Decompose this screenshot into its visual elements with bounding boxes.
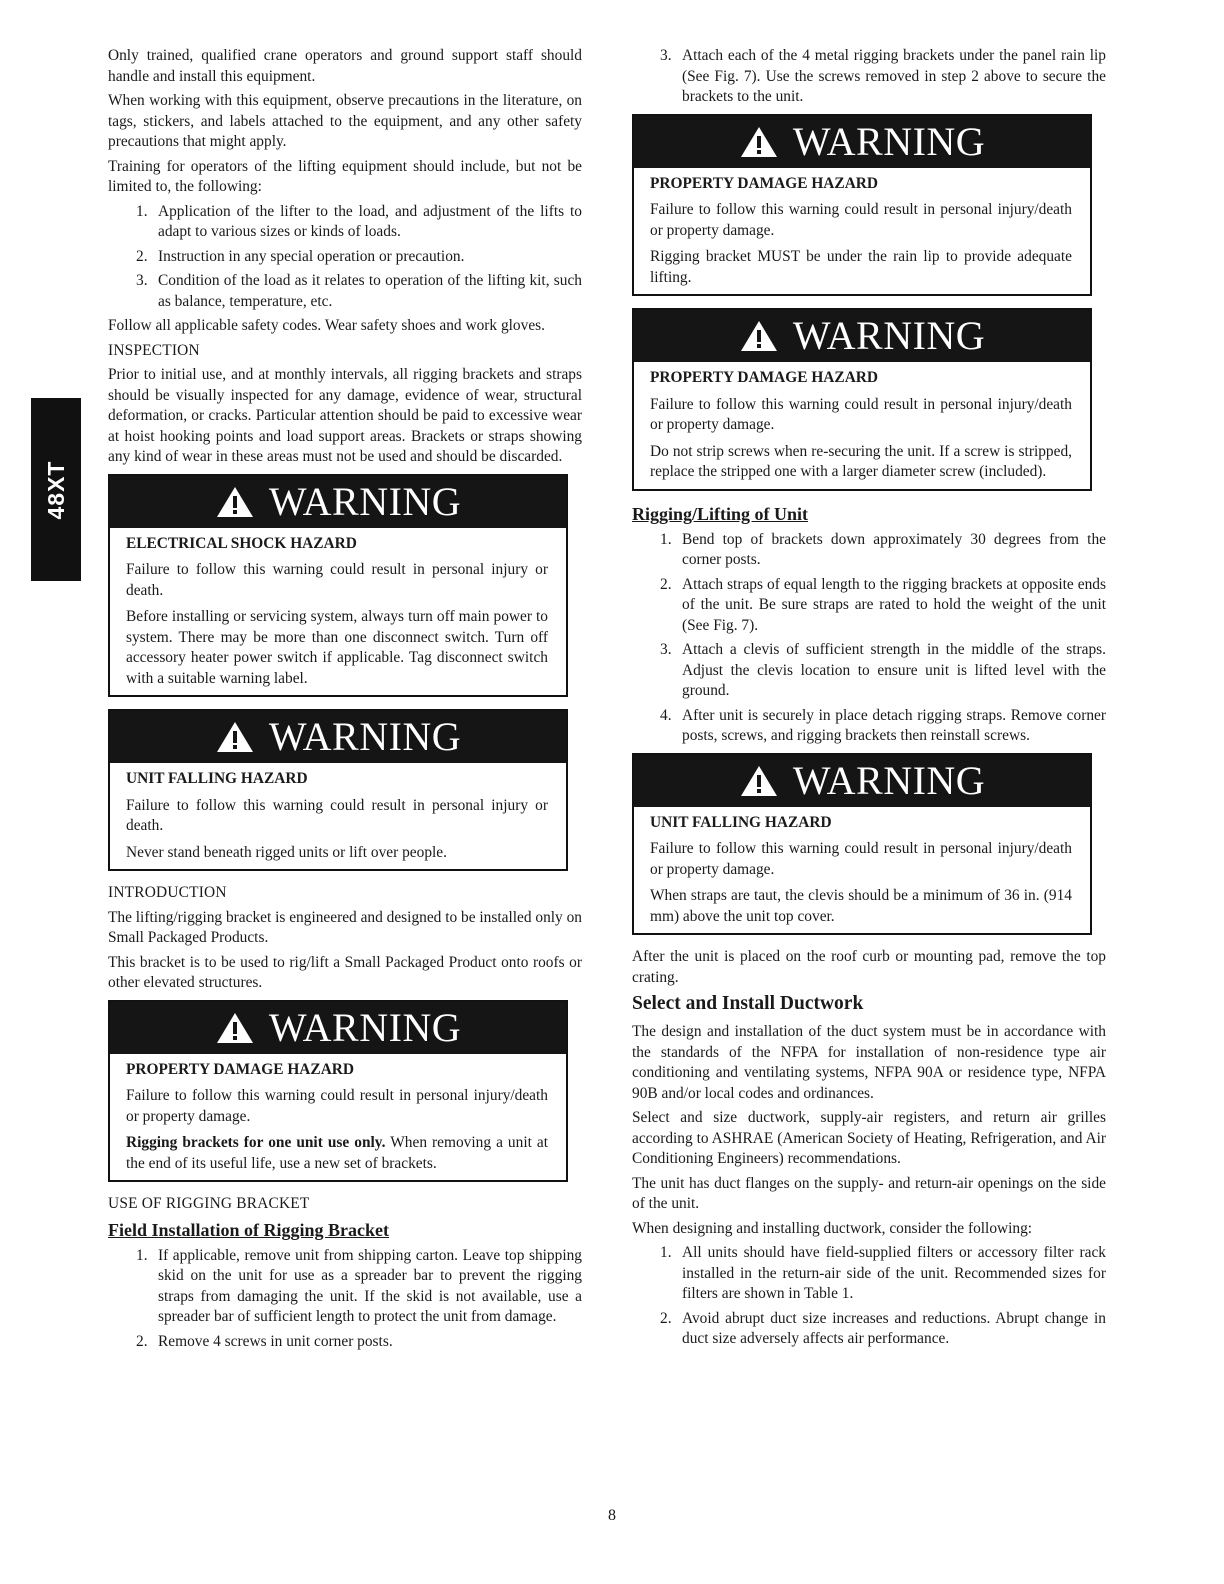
page-number: 8 [608,1507,616,1524]
warning-text: Failure to follow this warning could result in personal injury/death or property damage. [650,201,1072,239]
warning-word: WARNING [792,313,986,358]
hazard-title: PROPERTY DAMAGE HAZARD [650,174,879,192]
paragraph: The unit has duct flanges on the supply- and return-air openings on the side of the unit. [632,1174,1106,1212]
warning-text: Do not strip screws when re-securing the unit. If a screw is stripped, replace the stripped one with a larger diameter screw (included). [650,442,1072,480]
hazard-title: UNIT FALLING HAZARD [126,770,308,787]
warning-triangle-icon [739,125,779,159]
list-item [108,202,582,243]
list-text: Application of the lifter to the load, and adjustment of the lifts to adapt to various sizes or kinds of loads. [158,202,582,240]
warning-text: Never stand beneath rigged units or lift over people. [126,843,447,861]
warning-triangle-icon [739,764,779,798]
warning-word: WARNING [268,1004,462,1050]
list-item [108,247,582,268]
warning-box-falling [108,709,568,871]
warning-text: Failure to follow this warning could result in personal injury/death or property damage. [650,395,1072,433]
right-column [632,46,1106,1354]
list-text: Attach a clevis of sufficient strength in the middle of the straps. Adjust the clevis location to ensure unit is lifted level with the ground. [682,641,1106,699]
list-text: Attach each of the 4 metal rigging brackets under the panel rain lip (See Fig. 7). Use the screws removed in step 2 above to secure the brackets to the unit. [682,47,1106,105]
warning-triangle-icon [215,720,255,754]
paragraph: The design and installation of the duct system must be in accordance with the standards of the NFPA for installation of non-residence type air conditioning and ventilating systems, NFPA 90A or residence type, NFPA 90B and/or local codes and ordinances. [632,1023,1106,1102]
warning-text: Failure to follow this warning could result in personal injury or death. [126,561,548,599]
left-column [108,46,582,1356]
warning-box-property-rain-lip [632,114,1092,297]
list-item [632,1309,1106,1350]
warning-box-falling-clevis [632,753,1092,936]
list-number: 4. [660,706,672,724]
list-text: If applicable, remove unit from shipping carton. Leave top shipping skid on the unit for use as a spreader bar to prevent the rigging straps from damaging the unit. If the skid is not available, use a spreader bar of sufficient length to protect the unit from damage. [158,1246,582,1325]
warning-triangle-icon [739,319,779,353]
list-item [632,530,1106,571]
warning-banner [634,310,1090,362]
paragraph: Follow all applicable safety codes. Wear safety shoes and work gloves. [108,317,545,334]
hazard-title: PROPERTY DAMAGE HAZARD [126,1060,355,1078]
paragraph: When designing and installing ductwork, consider the following: [632,1219,1033,1237]
section-label-introduction: INTRODUCTION [108,884,227,901]
list-item [108,1332,582,1353]
list-item [108,1246,582,1328]
list-number: 2. [136,1332,148,1350]
section-label-use: USE OF RIGGING BRACKET [108,1195,310,1212]
list-text: All units should have field-supplied filters or accessory filter rack installed in the return-air side of the unit. Recommended sizes for filters are shown in Table 1. [682,1244,1106,1302]
warning-box-electrical [108,474,568,698]
list-number: 1. [136,202,148,220]
list-number: 1. [136,1246,148,1264]
warning-text [126,1133,548,1174]
field-installation-list [108,1246,582,1353]
warning-box-property [108,1000,568,1183]
paragraph: Training for operators of the lifting equipment should include, but not be limited to, the following: [108,157,582,195]
warning-word: WARNING [792,118,986,164]
paragraph: Select and size ductwork, supply-air registers, and return air grilles according to ASHRAE (American Society of Heating, Refrigeration, and Air Conditioning Engineers) recommendations. [632,1109,1106,1167]
list-number: 3. [660,641,672,658]
warning-word: WARNING [792,757,986,803]
paragraph: After the unit is placed on the roof curb or mounting pad, remove the top crating. [632,948,1106,986]
field-installation-list-continued [632,46,1106,108]
warning-text-rest: When removing a unit at the end of its useful life, use a new set of brackets. [126,1134,549,1172]
warning-text: Rigging bracket MUST be under the rain lip to provide adequate lifting. [650,248,1072,286]
list-number: 3. [136,272,148,289]
list-text: Bend top of brackets down approximately 30 degrees from the corner posts. [682,530,1106,568]
side-tab [31,398,81,581]
paragraph: Only trained, qualified crane operators and ground support staff should handle and install this equipment. [108,47,582,85]
hazard-title: UNIT FALLING HAZARD [650,813,832,831]
list-text: Condition of the load as it relates to operation of the lifting kit, such as balance, temperature, etc. [158,272,582,310]
list-text: Remove 4 screws in unit corner posts. [158,1332,393,1350]
list-item [108,271,582,312]
warning-word: WARNING [268,714,462,759]
warning-text: Failure to follow this warning could result in personal injury or death. [126,796,548,834]
list-number: 1. [660,530,672,548]
side-tab-label: 48XT [42,460,69,519]
list-item [632,1243,1106,1305]
paragraph: Prior to initial use, and at monthly intervals, all rigging brackets and straps should be visually inspected for any damage, evidence of wear, structural deformation, or cracks. Particular attention should be paid to excessive wear at hoist hooking points and load support areas. Brackets or straps showing any kind of wear in these areas must not be used and should be discarded. [108,366,582,465]
ductwork-list [632,1243,1106,1350]
warning-triangle-icon [215,485,255,519]
warning-text: Failure to follow this warning could result in personal injury/death or property damage. [650,840,1072,878]
warning-text: Before installing or servicing system, always turn off main power to system. There may be more than one disconnect switch. Turn off accessory heater power switch if applicable. Tag disconnect switch with a suitable warning label. [126,608,548,687]
list-item [632,706,1106,747]
paragraph: The lifting/rigging bracket is engineered and designed to be installed only on Small Packaged Products. [108,908,582,946]
warning-banner [110,711,566,763]
list-text: After unit is securely in place detach rigging straps. Remove corner posts, screws, and rigging brackets then reinstall screws. [682,706,1106,744]
list-number: 2. [660,1309,672,1327]
list-item [632,640,1106,702]
warning-triangle-icon [215,1011,255,1045]
warning-bold-text: Rigging brackets for one unit use only. [126,1134,386,1151]
list-text: Instruction in any special operation or precaution. [158,247,465,265]
list-number: 1. [660,1244,672,1261]
list-text: Attach straps of equal length to the rigging brackets at opposite ends of the unit. Be sure straps are rated to hold the weight of the unit (See Fig. 7). [682,575,1106,634]
warning-banner [634,755,1090,807]
warning-text: Failure to follow this warning could result in personal injury/death or property damage. [126,1087,548,1125]
subheading-field-installation: Field Installation of Rigging Bracket [108,1219,390,1240]
warning-banner [110,476,566,528]
warning-banner [110,1002,566,1054]
training-list [108,202,582,313]
subheading-rigging-lifting: Rigging/Lifting of Unit [632,503,809,524]
hazard-title: PROPERTY DAMAGE HAZARD [650,369,879,386]
hazard-title: ELECTRICAL SHOCK HAZARD [126,534,357,552]
paragraph: When working with this equipment, observe precautions in the literature, on tags, stickers, and labels attached to the equipment, and any other safety precautions that might apply. [108,92,582,150]
warning-text: When straps are taut, the clevis should be a minimum of 36 in. (914 mm) above the unit top cover. [650,887,1072,925]
rigging-list [632,530,1106,747]
warning-word: WARNING [268,478,462,524]
list-text: Avoid abrupt duct size increases and reductions. Abrupt change in duct size adversely affects air performance. [682,1309,1106,1347]
section-label-inspection: INSPECTION [108,341,200,359]
list-number: 3. [660,47,672,64]
list-item [632,575,1106,637]
list-number: 2. [136,247,148,265]
warning-banner [634,116,1090,168]
paragraph: This bracket is to be used to rig/lift a Small Packaged Product onto roofs or other elevated structures. [108,953,582,991]
list-item [632,46,1106,108]
section-heading-ductwork: Select and Install Ductwork [632,993,864,1014]
list-number: 2. [660,575,672,593]
warning-box-property-screws [632,308,1092,491]
